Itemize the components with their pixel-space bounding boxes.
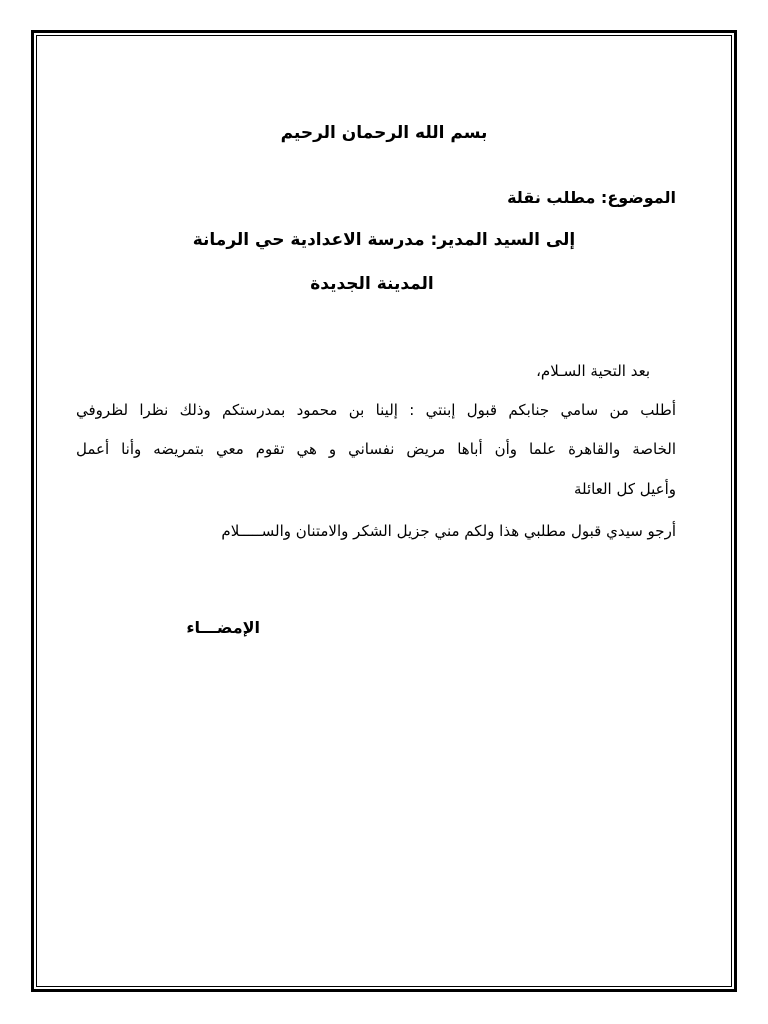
body-line-3: وأعيل كل العائلة — [573, 480, 676, 498]
city-line: المدينة الجديدة — [310, 274, 434, 294]
closing-line: أرجو سيدي قبول مطلبي هذا ولكم مني جزيل الشكر والامتنان والســـــلام — [221, 522, 676, 540]
basmala-heading: بسم الله الرحمان الرحيم — [280, 123, 488, 143]
subject-line: الموضوع: مطلب نقلة — [507, 188, 676, 207]
body-line-1: أطلب من سامي جنابكم قبول إبنتي : إلينا بن محمود بمدرستكم وذلك نظرا لظروفي — [76, 401, 676, 419]
greeting-line: بعد التحية السـلام، — [536, 362, 650, 380]
body-line-2: الخاصة والقاهرة علما وأن أباها مريض نفساني و هي تقوم معي بتمريضه وأنا أعمل — [76, 440, 676, 458]
page-inner-border — [36, 35, 732, 987]
signature-label: الإمضـــاء — [186, 618, 260, 637]
recipient-line: إلى السيد المدير: مدرسة الاعدادية حي الرمانة — [192, 230, 576, 250]
